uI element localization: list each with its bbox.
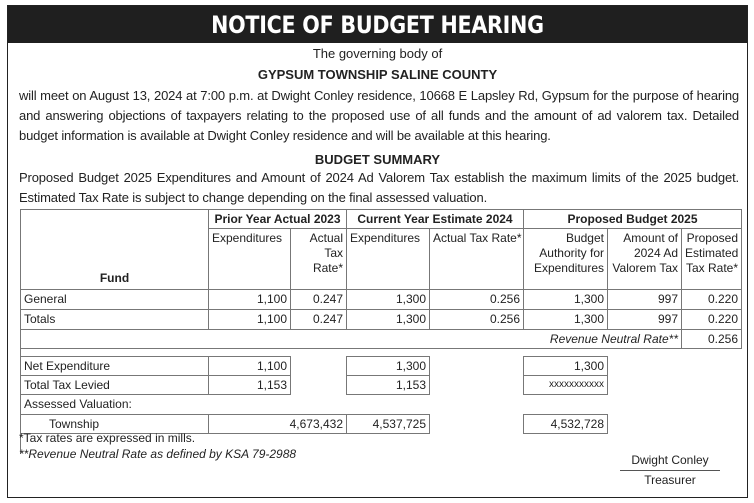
township-label: Township: [20, 414, 209, 434]
net-expenditure-current: 1,300: [346, 356, 430, 376]
row-totals-current-exp: 1,300: [346, 309, 430, 330]
assessed-valuation-label: Assessed Valuation:: [20, 395, 209, 415]
assessed-valuation-prior: 4,673,432: [208, 414, 347, 434]
row-general-est-rate: 0.220: [681, 289, 742, 310]
revenue-neutral-value: 0.256: [681, 329, 742, 349]
row-totals-current-rate: 0.256: [429, 309, 524, 330]
prior-year-group-header: Prior Year Actual 2023: [208, 209, 347, 229]
signature-title: Treasurer: [644, 473, 696, 487]
row-general-current-exp: 1,300: [346, 289, 430, 310]
current-rate-header-text: Actual Tax Rate*: [433, 231, 522, 245]
current-exp-header-text: Expenditures: [350, 231, 421, 245]
row-totals-prior-exp: 1,100: [208, 309, 291, 330]
prior-exp-header-text: Expenditures: [212, 231, 283, 245]
ad-valorem-amount-header-line3: Valorem Tax: [612, 261, 678, 275]
est-rate-header: [681, 228, 742, 290]
row-general-current-rate: 0.256: [429, 289, 524, 310]
budget-authority-header-line3: Expenditures: [533, 261, 604, 275]
footnote-revenue-neutral: **Revenue Neutral Rate as defined by KSA 79-2988: [19, 447, 297, 461]
signature-name: Dwight Conley: [620, 452, 720, 471]
row-totals-budget-auth: 1,300: [523, 309, 608, 330]
revenue-neutral-label: Revenue Neutral Rate**: [20, 329, 682, 349]
total-tax-levied-prior: 1,153: [208, 375, 291, 395]
entity-name: GYPSUM TOWNSHIP SALINE COUNTY: [257, 67, 498, 82]
net-expenditure-label: Net Expenditure: [20, 356, 209, 376]
est-rate-header-line3: Tax Rate*: [685, 261, 738, 275]
row-general-amount: 997: [607, 289, 682, 310]
prior-rate-header: [290, 228, 347, 290]
notice-frame: [7, 5, 748, 498]
fund-column-header: Fund: [99, 271, 130, 285]
budget-summary-title: BUDGET SUMMARY: [314, 152, 441, 167]
budget-authority-header: [523, 228, 608, 290]
footnote-tax-rates: *Tax rates are expressed in mills.: [19, 431, 196, 445]
est-rate-header-line1: Proposed: [686, 231, 738, 245]
row-totals-fund: Totals: [20, 309, 209, 330]
prior-rate-header-line2: Tax: [324, 246, 343, 260]
budget-authority-header-line1: Budget: [565, 231, 604, 245]
notice-title-banner: [8, 6, 747, 43]
prior-exp-header: [208, 228, 291, 290]
total-tax-levied-label: Total Tax Levied: [20, 375, 209, 395]
budget-authority-header-line2: Authority for: [539, 246, 604, 260]
row-totals-prior-rate: 0.247: [290, 309, 347, 330]
ad-valorem-amount-header-line2: 2024 Ad: [633, 246, 678, 260]
est-rate-header-line2: Estimated: [685, 246, 739, 260]
ad-valorem-amount-header: [607, 228, 682, 290]
row-totals-amount: 997: [607, 309, 682, 330]
current-exp-header: [346, 228, 430, 290]
row-general-prior-exp: 1,100: [208, 289, 291, 310]
row-general-budget-auth: 1,300: [523, 289, 608, 310]
row-general-prior-rate: 0.247: [290, 289, 347, 310]
total-tax-levied-current: 1,153: [346, 375, 430, 395]
net-expenditure-prior: 1,100: [208, 356, 291, 376]
hearing-details: will meet on August 13, 2024 at 7:00 p.m. at Dwight Conley residence, 10668 E Lapsley Rd, Gypsum for the purpose of hearing and answering objections of taxpayers relating to the proposed use of all funds and the amount of ad valorem tax. Detailed budget information is available at Dwight Conley residence and will be available at this hearing.: [19, 88, 739, 143]
assessed-valuation-current: 4,537,725: [346, 414, 430, 434]
ad-valorem-amount-header-line1: Amount of: [623, 231, 678, 245]
prior-rate-header-line1: Actual: [309, 231, 343, 245]
current-rate-header: [429, 228, 524, 290]
budget-summary-text: Proposed Budget 2025 Expenditures and Amount of 2024 Ad Valorem Tax establish the maximum limits of the 2025 budget. Estimated Tax Rate is subject to change depending on the final assessed valuation.: [19, 170, 739, 205]
row-general-fund: General: [20, 289, 209, 310]
prior-rate-header-line3: Rate*: [312, 261, 343, 275]
assessed-valuation-proposed: 4,532,728: [523, 414, 608, 434]
notice-title: NOTICE OF BUDGET HEARING: [211, 11, 544, 39]
net-expenditure-proposed: 1,300: [523, 356, 608, 376]
intro-text: The governing body of: [312, 46, 443, 61]
total-tax-levied-proposed: xxxxxxxxxxx: [523, 375, 608, 395]
fund-header-cell: [20, 209, 209, 290]
proposed-budget-group-header: Proposed Budget 2025: [523, 209, 742, 229]
current-year-group-header: Current Year Estimate 2024: [346, 209, 524, 229]
row-totals-est-rate: 0.220: [681, 309, 742, 330]
